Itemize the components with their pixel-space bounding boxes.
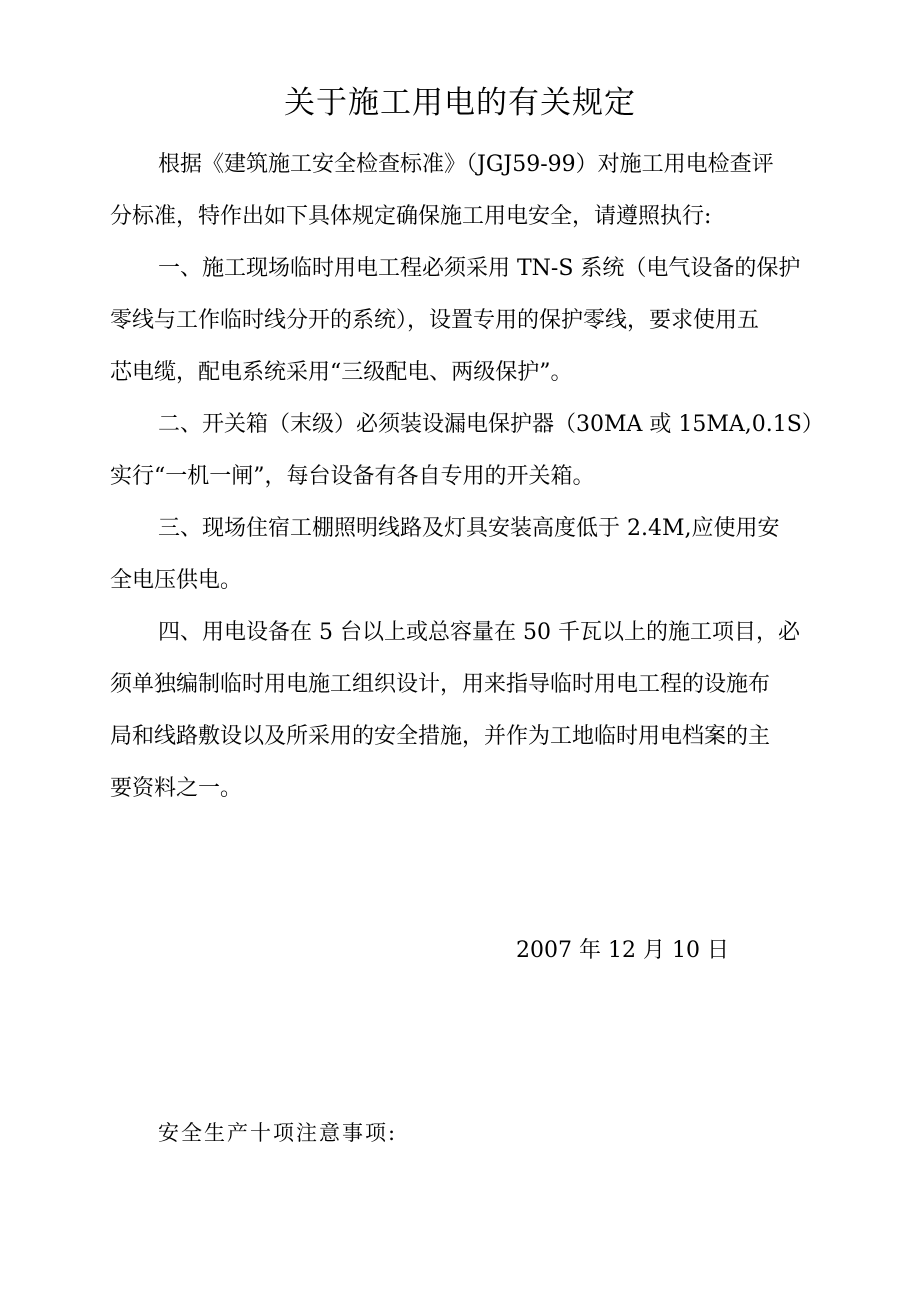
document-title: 关于施工用电的有关规定 [284,85,636,121]
paragraph-rule-3 [110,503,822,607]
paragraph-line: 一、施工现场临时用电工程必须采用 TN-S 系统（电气设备的保护 [158,256,801,281]
paragraph-line: 全电压供电。 [110,568,243,593]
document-date: 2007 年 12 月 10 日 [516,938,729,963]
paragraph-line: 根据《建筑施工安全检查标准》（JGJ59-99）对施工用电检查评 [158,152,774,177]
paragraph-rule-4 [110,607,822,815]
paragraph-line: 要资料之一。 [110,776,243,801]
paragraph-line: 分标准，特作出如下具体规定确保施工用电安全，请遵照执行: [110,204,712,229]
paragraph-line: 三、现场住宿工棚照明线路及灯具安装高度低于 2.4M,应使用安 [158,516,780,541]
notice-heading: 安全生产十项注意事项: [158,1121,398,1145]
paragraph-intro [110,139,822,243]
paragraph-line: 实行“一机一闸”，每台设备有各自专用的开关箱。 [110,464,595,489]
paragraph-line: 芯电缆，配电系统采用“三级配电、两级保护”。 [110,360,573,385]
paragraph-rule-1 [110,243,822,399]
paragraph-line: 四、用电设备在 5 台以上或总容量在 50 千瓦以上的施工项目，必 [158,620,800,645]
document-body [110,139,822,815]
paragraph-line: 二、开关箱（末级）必须装设漏电保护器（30MA 或 15MA,0.1S） [158,412,824,437]
paragraph-rule-2 [110,399,822,503]
paragraph-line: 须单独编制临时用电施工组织设计，用来指导临时用电工程的设施布 [110,672,771,697]
paragraph-line: 局和线路敷设以及所采用的安全措施，并作为工地临时用电档案的主 [110,724,771,749]
paragraph-line: 零线与工作临时线分开的系统），设置专用的保护零线，要求使用五 [110,308,760,333]
